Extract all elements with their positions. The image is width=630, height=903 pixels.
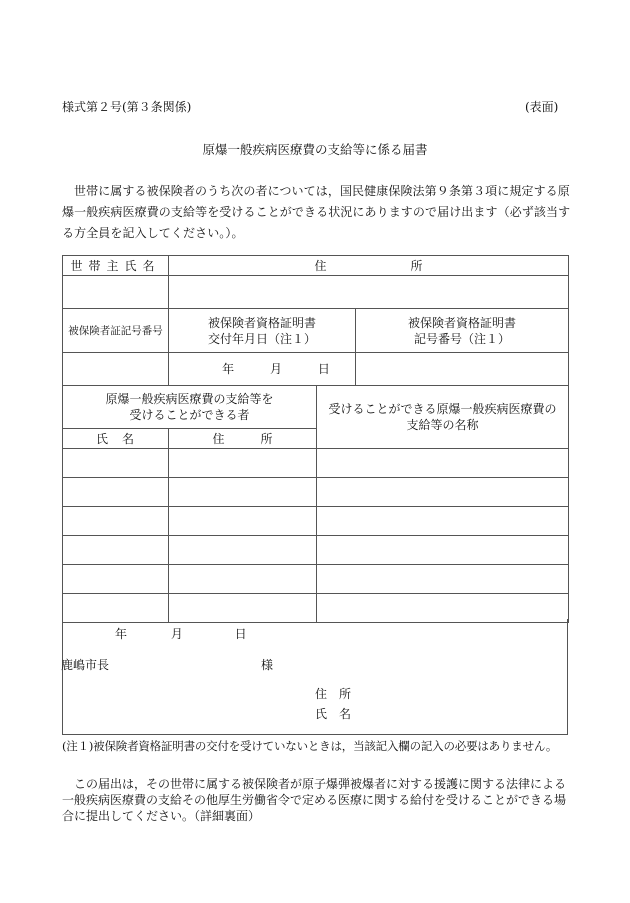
eligible-label-line2: 受けることができる者 [129,408,250,422]
householder-name-field[interactable] [63,276,169,309]
date-year-label: 年 [222,362,235,376]
benefit-name-field[interactable] [317,449,569,478]
submission-date[interactable] [115,625,247,642]
addressee-mayor: 鹿嶋市長 [61,658,110,672]
cert-number-label-line2: 記号番号（注１） [414,331,511,346]
cert-number-field[interactable] [356,353,569,386]
form-table [62,255,569,623]
form-number: 様式第２号(第３条関係) [62,100,192,114]
side-indicator: (表面) [525,100,559,114]
document-title: 原爆一般疾病医療費の支給等に係る届書 [202,142,428,157]
address-label: 住 所 [169,256,569,276]
benefit-name-field[interactable] [317,507,569,536]
date-month-label: 月 [269,362,282,376]
person-address-field[interactable] [169,478,317,507]
benefit-name-field[interactable] [317,565,569,594]
person-name-field[interactable] [63,565,169,594]
sig-year-label: 年 [115,627,128,641]
signature-section [62,619,568,735]
householder-address-field[interactable] [169,276,569,309]
intro-paragraph: 世帯に属する被保険者のうち次の者については，国民健康保険法第９条第３項に規定する原爆一般疾病医療費の支給等を受けることができる状況にありますので届け出ます（必ず該当する方全員を記入してください。）。 [62,184,571,240]
person-address-field[interactable] [169,507,317,536]
householder-label: 世帯主氏名 [63,256,169,276]
sig-month-label: 月 [170,627,183,641]
benefit-name-field[interactable] [317,536,569,565]
benefit-label-line2: 支給等の名称 [406,418,479,432]
sig-day-label: 日 [234,627,247,641]
applicant-address-label: 住 所 [315,687,352,701]
person-name-field[interactable] [63,536,169,565]
honorific: 様 [261,658,274,672]
benefit-label-line1: 受けることができる原爆一般疾病医療費の [328,402,557,416]
person-address-field[interactable] [169,449,317,478]
cert-issue-label-line1: 被保険者資格証明書 [207,315,316,330]
person-name-field[interactable] [63,449,169,478]
address-column-label: 住 所 [169,429,317,449]
footer-paragraph: この届出は，その世帯に属する被保険者が原子爆弾被爆者に対する援護に関する法律による一般疾病医療費の支給その他厚生労働省令で定める医療に関する給付を受けることができる場合に提出してください。（詳細裏面） [62,777,567,823]
note-1: (注１)被保険者資格証明書の交付を受けていないときは，当該記入欄の記入の必要はありません。 [62,739,558,753]
person-name-field[interactable] [63,478,169,507]
insured-number-label: 被保険者証記号番号 [63,309,169,353]
cert-number-label-line1: 被保険者資格証明書 [408,315,517,330]
cert-issue-label-line2: 交付年月日（注１） [207,331,316,346]
benefit-name-field[interactable] [317,478,569,507]
name-column-label: 氏 名 [63,429,169,449]
insured-number-field[interactable] [63,353,169,386]
person-address-field[interactable] [169,536,317,565]
person-name-field[interactable] [63,507,169,536]
date-day-label: 日 [317,362,330,376]
eligible-label-line1: 原爆一般疾病医療費の支給等を [105,392,274,406]
cert-issue-date-field[interactable] [169,353,356,386]
person-address-field[interactable] [169,565,317,594]
applicant-name-label: 氏 名 [315,707,352,721]
